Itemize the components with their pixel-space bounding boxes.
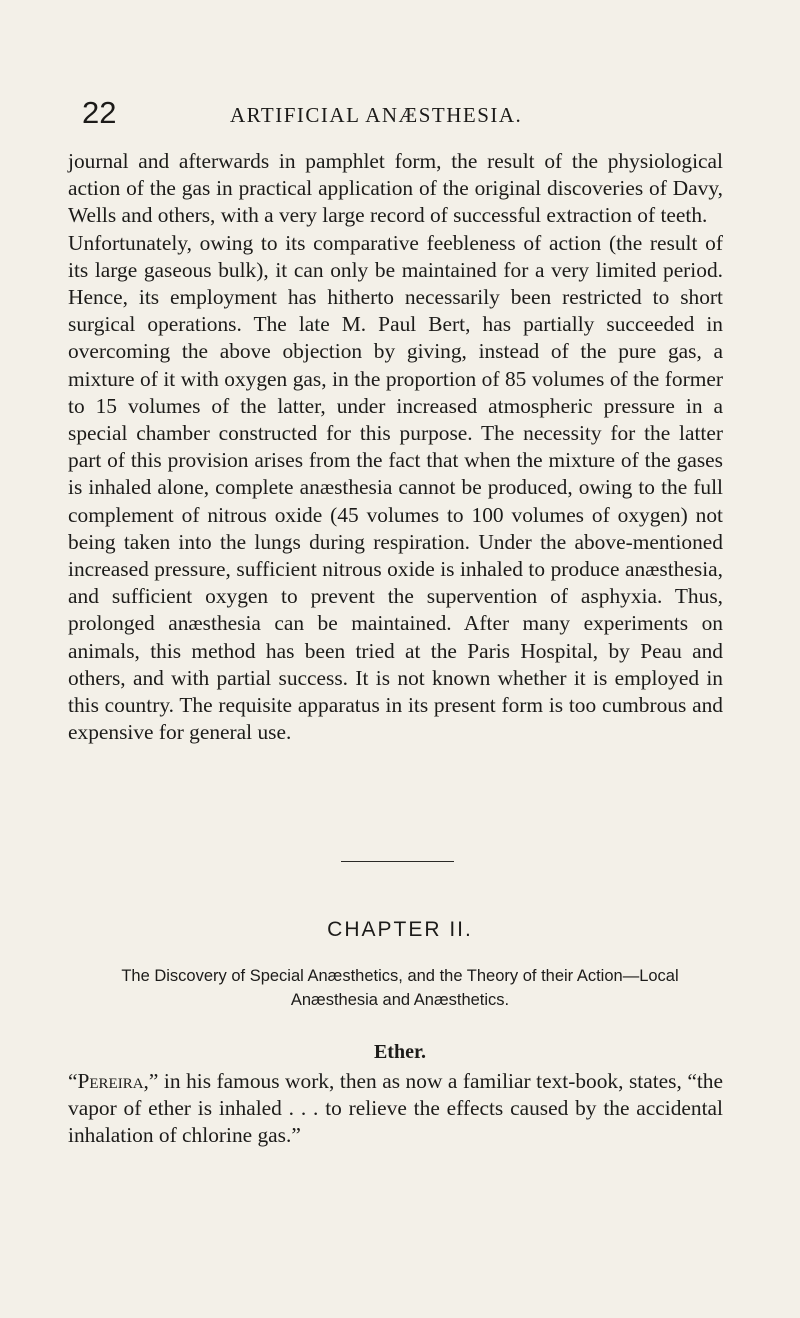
paragraph-1: journal and afterwards in pamphlet form, the result of the physiological action of the gas in practical application of the original discoveries of Davy, Wells and others, with a very large record of successful extraction of teeth. [68, 149, 723, 228]
ether-paragraph-text: in his famous work, then as now a familiar text-book, states, “the vapor of ether is inhaled . . . to relieve the effects caused by the accidental inhalation of chlorine gas.” [68, 1069, 723, 1148]
section-divider [341, 861, 454, 862]
section-heading: Ether. [373, 1041, 427, 1063]
pereira-name: “Pereira,” [68, 1069, 159, 1093]
body-text [68, 148, 723, 746]
ether-paragraph [68, 1068, 723, 1150]
page-number: 22 [82, 95, 117, 130]
chapter-subtitle: The Discovery of Special Anæsthetics, and the Theory of their Action—Local Anæsthesia and Anæsthetics. [121, 967, 679, 1009]
chapter-heading: CHAPTER II. [327, 918, 473, 941]
running-head [82, 95, 722, 135]
running-title: ARTIFICIAL ANÆSTHESIA. [230, 103, 523, 127]
paragraph-2: Unfortunately, owing to its comparative feebleness of action (the result of its large gaseous bulk), it can only be maintained for a very limited period. Hence, its employment has hitherto necessarily been restricted to short surgical operations. The late M. Paul Bert, has partially succeeded in overcoming the above objection by giving, instead of the pure gas, a mixture of it with oxygen gas, in the proportion of 85 volumes of the former to 15 volumes of the latter, under increased atmospheric pressure in a special chamber constructed for this purpose. The necessity for the latter part of this provision arises from the fact that when the mixture of the gases is inhaled alone, complete anæsthesia cannot be produced, owing to the full complement of nitrous oxide (45 volumes to 100 volumes of oxygen) not being taken into the lungs during respiration. Under the above-mentioned increased pressure, sufficient nitrous oxide is inhaled to produce anæsthesia, and sufficient oxygen to prevent the supervention of asphyxia. Thus, prolonged anæsthesia can be maintained. After many experiments on animals, this method has been tried at the Paris Hospital, by Peau and others, and with partial success. It is not known whether it is employed in this country. The requisite apparatus in its present form is too cumbrous and expensive for general use. [68, 230, 723, 745]
